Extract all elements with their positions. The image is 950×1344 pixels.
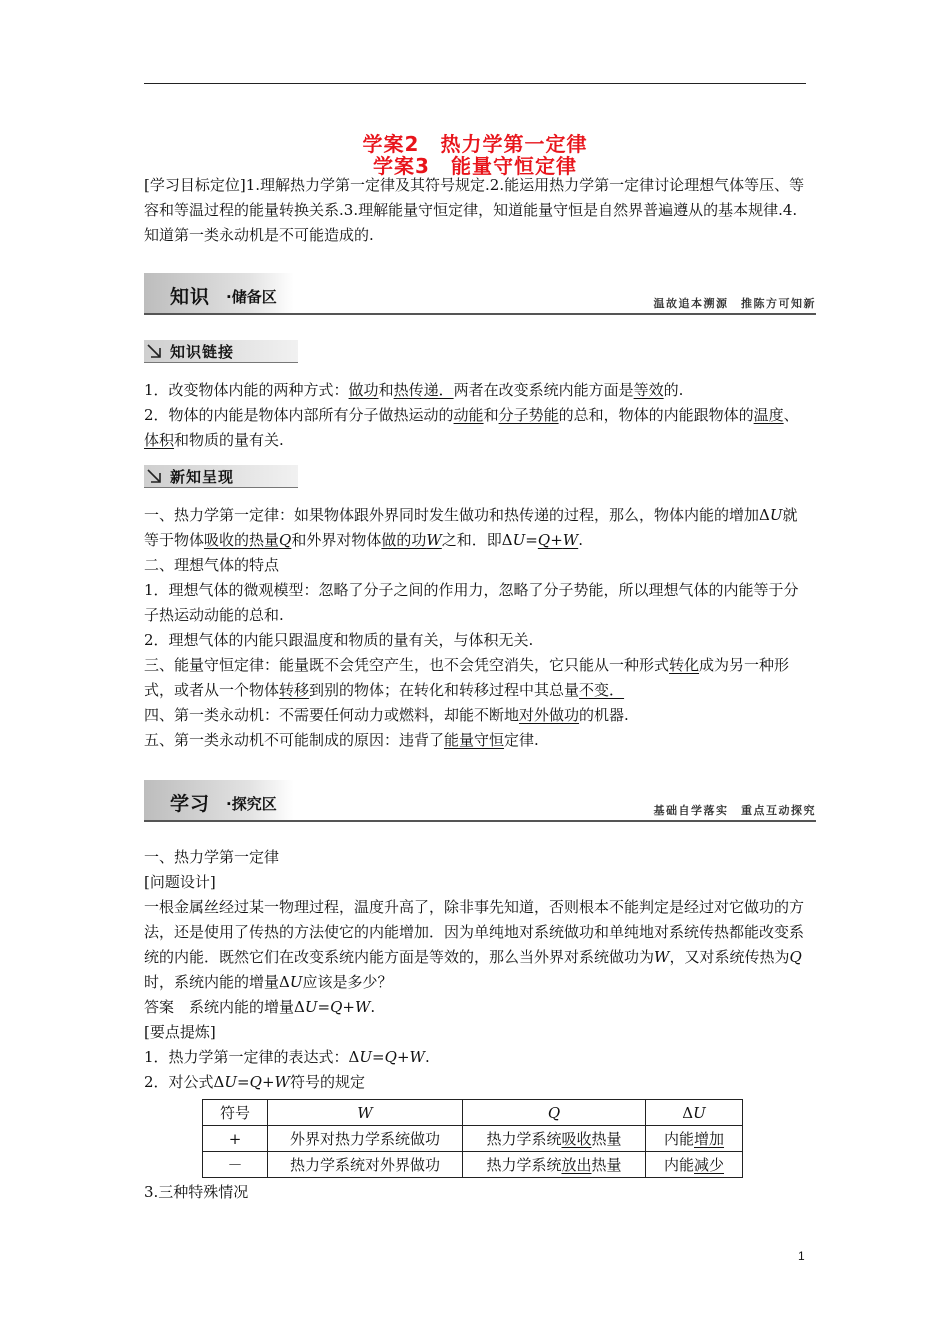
perpetual-motion-paragraph: 四、第一类永动机：不需要任何动力或燃料，却能不断地对外做功的机器. [144, 706, 629, 724]
answer-text: 答案 系统内能的增量ΔU=Q+W. [144, 998, 376, 1016]
question-text: 一根金属丝经过某一物理过程，温度升高了，除非事先知道，否则根本不能判定是经过对它做功的方法，还是使用了传热的方法使它的内能增加．因为单纯地对系统做功和单纯地对系统传热都能改变系统的内能．既然它们在改变系统内能方面是等效的，那么当外界对系统做功为W，又对系统传热为Q时，系统内能的增量ΔU应该是多少？ [144, 898, 805, 991]
impossibility-paragraph: 五、第一类永动机不可能制成的原因：违背了能量守恒定律. [144, 731, 539, 749]
banner-motto: 基础自学落实 重点互动探究 [653, 804, 816, 817]
key-point-1: 1．热力学第一定律的表达式：ΔU=Q+W. [144, 1048, 430, 1066]
table-cell: 热力学系统放出热量 [463, 1152, 646, 1178]
table-cell: 热力学系统对外界做功 [268, 1152, 463, 1178]
table-cell: 内能减少 [646, 1152, 743, 1178]
title-line-1: 学案2 热力学第一定律 [362, 132, 588, 156]
banner-rule [144, 820, 816, 822]
sub-banner-rule [144, 487, 298, 488]
key-point-2: 2．对公式ΔU=Q+W符号的规定 [144, 1073, 365, 1091]
sub-banner-label: 知识链接 [170, 343, 235, 361]
banner-motto: 温故追本溯源 推陈方可知新 [653, 297, 816, 310]
sign-convention-table [202, 1099, 743, 1178]
first-law-paragraph: 一、热力学第一定律：如果物体跟外界同时发生做功和热传递的过程，那么，物体内能的增加ΔU就等于物体吸收的热量Q和外界对物体做的功W之和．即ΔU=Q+W. [144, 506, 798, 549]
diagonal-arrow-icon [147, 469, 161, 483]
table-header-cell: 符号 [203, 1100, 268, 1126]
study-heading: 一、热力学第一定律 [144, 848, 280, 866]
table-header-cell: W [268, 1100, 463, 1126]
conservation-paragraph: 三、能量守恒定律：能量既不会凭空产生，也不会凭空消失，它只能从一种形式转化成为另一种形式，或者从一个物体转移到别的物体；在转化和转移过程中其总量不变． [144, 656, 790, 699]
banner-title: 知识 [170, 286, 211, 308]
sub-banner-rule [144, 362, 298, 363]
question-design-label: [问题设计] [144, 873, 216, 891]
table-cell: + [203, 1126, 268, 1152]
sub-banner-new-knowledge [144, 465, 298, 489]
banner-subtitle: ·探究区 [226, 795, 277, 813]
table-cell: 内能增加 [646, 1126, 743, 1152]
ideal-gas-point-1: 1．理想气体的微观模型：忽略了分子之间的作用力，忽略了分子势能，所以理想气体的内能等于分子热运动动能的总和. [144, 581, 799, 624]
sub-banner-label: 新知呈现 [170, 468, 235, 486]
table-cell: 外界对热力学系统做功 [268, 1126, 463, 1152]
new-knowledge-content [144, 503, 808, 753]
knowledge-link-content [144, 378, 808, 453]
table-cell: － [203, 1152, 268, 1178]
ideal-gas-heading: 二、理想气体的特点 [144, 556, 280, 574]
diagonal-arrow-icon [147, 344, 161, 358]
table-header-row [203, 1100, 743, 1126]
page-number: 1 [798, 1249, 805, 1263]
link-item-1: 1．改变物体内能的两种方式：做功和热传递．两者在改变系统内能方面是等效的. [144, 381, 684, 399]
banner-title: 学习 [170, 793, 211, 815]
header-rule [144, 83, 806, 84]
table-row [203, 1126, 743, 1152]
section-banner-knowledge [144, 273, 816, 317]
link-item-2: 2．物体的内能是物体内部所有分子做热运动的动能和分子势能的总和，物体的内能跟物体的温度、体积和物质的量有关. [144, 406, 799, 449]
table-cell: 热力学系统吸收热量 [463, 1126, 646, 1152]
title-line-2: 学案3 能量守恒定律 [373, 154, 577, 178]
sub-banner-knowledge-link [144, 340, 298, 364]
study-content [144, 845, 808, 1095]
special-cases-heading: 3.三种特殊情况 [144, 1183, 249, 1201]
ideal-gas-point-2: 2．理想气体的内能只跟温度和物质的量有关，与体积无关. [144, 631, 534, 649]
learning-objectives: [学习目标定位]1.理解热力学第一定律及其符号规定.2.能运用热力学第一定律讨论理想气体等压、等容和等温过程的能量转换关系.3.理解能量守恒定律，知道能量守恒是自然界普遍遵从的基本规律.4.知道第一类永动机是不可能造成的. [144, 176, 805, 244]
banner-rule [144, 313, 816, 315]
banner-subtitle: ·储备区 [226, 288, 277, 306]
key-points-label: [要点提炼] [144, 1023, 216, 1041]
table-row [203, 1152, 743, 1178]
table-header-cell: ΔU [646, 1100, 743, 1126]
section-banner-study [144, 780, 816, 824]
table-header-cell: Q [463, 1100, 646, 1126]
